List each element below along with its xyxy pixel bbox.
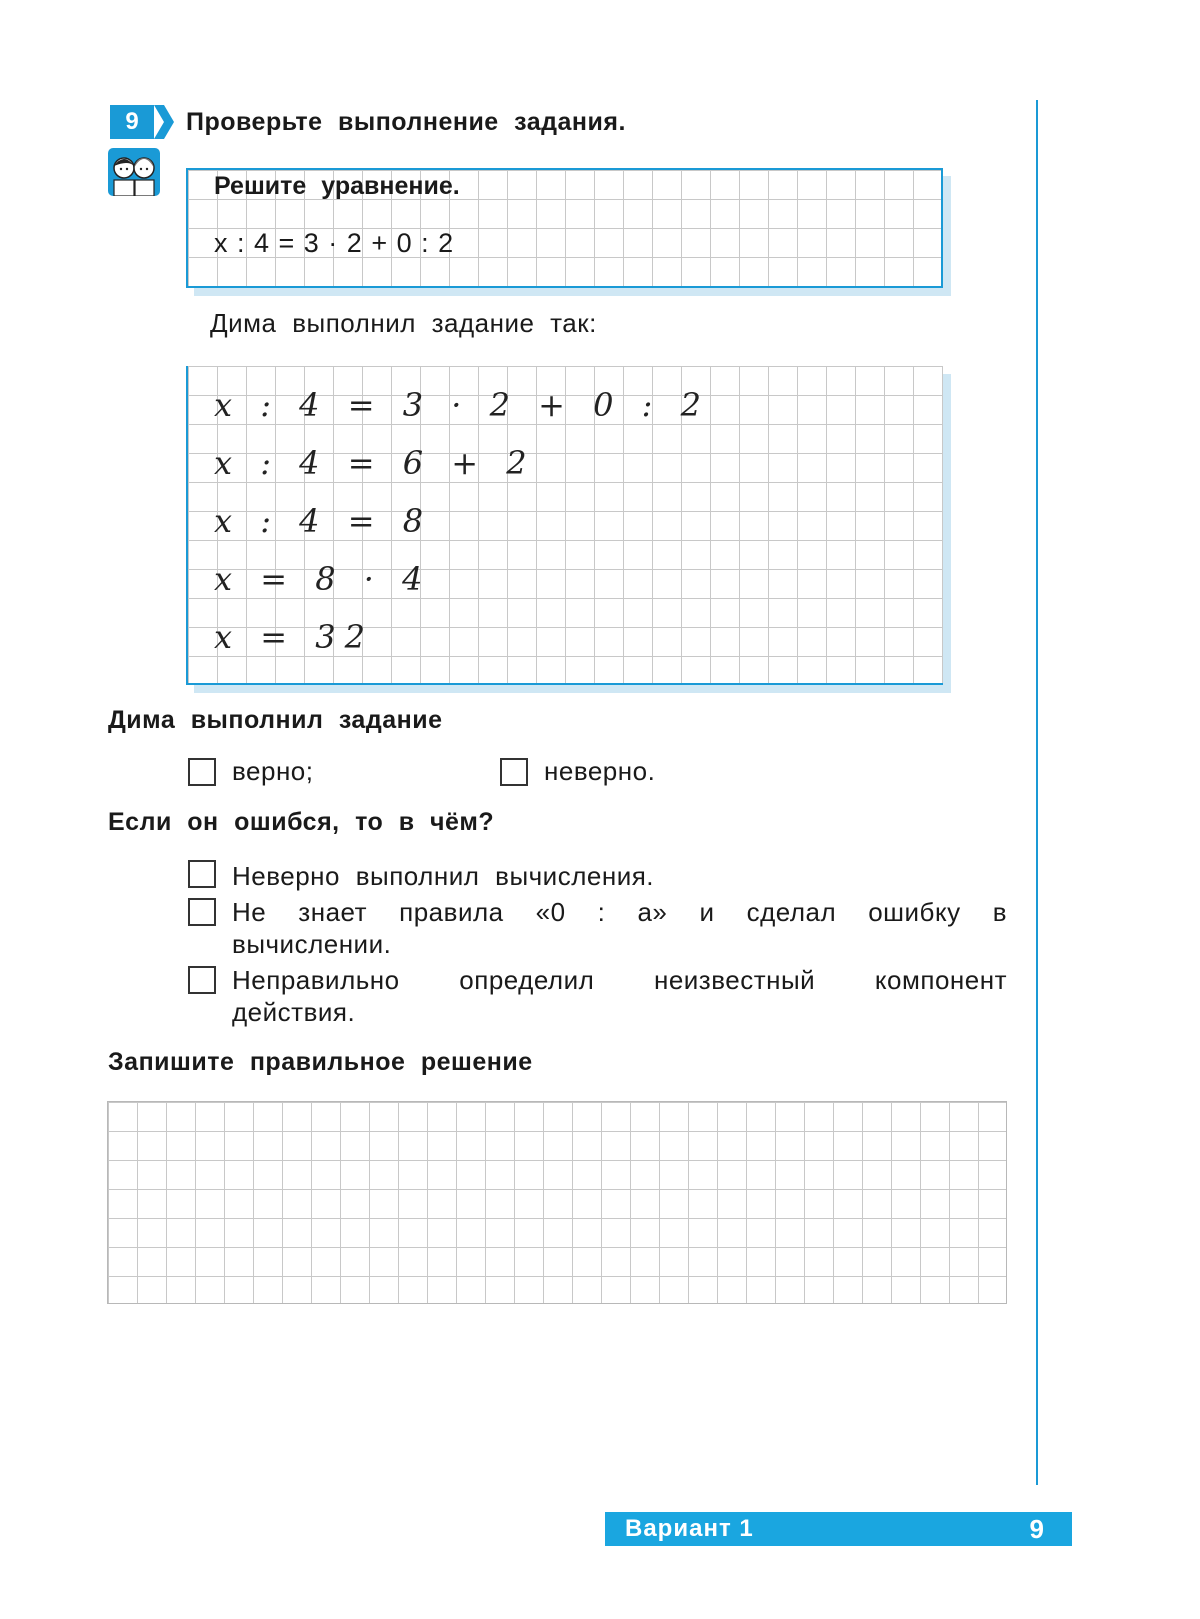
dima-step-4: x = 8 · 4 (214, 560, 432, 598)
task-box-title: Решите уравнение. (214, 172, 460, 200)
variant-label: Вариант 1 (625, 1515, 754, 1542)
chevron-right-icon (152, 105, 174, 139)
mistake-option-3-checkbox[interactable] (188, 966, 216, 994)
margin-line (1036, 100, 1038, 1485)
verdict-incorrect-label: неверно. (544, 756, 656, 786)
dima-step-3: x : 4 = 8 (214, 502, 433, 540)
page-footer (605, 1512, 1072, 1546)
dima-step-5: x = 32 (214, 618, 374, 656)
mistake-option-3-label: Неправильно определил неизвестный компонент действия. (232, 965, 1007, 1027)
dima-intro: Дима выполнил задание так: (210, 308, 597, 338)
mistake-prompt: Если он ошибся, то в чём? (108, 808, 495, 836)
mistake-option-2-label: Не знает правила «0 : а» и сделал ошибку в вычислении. (232, 897, 1007, 959)
pair-work-icon (108, 148, 160, 196)
task-number-badge (110, 105, 168, 139)
mistake-option-2-checkbox[interactable] (188, 898, 216, 926)
dima-step-1: x : 4 = 3 · 2 + 0 : 2 (214, 386, 710, 424)
task-equation: x : 4 = 3 · 2 + 0 : 2 (214, 228, 455, 258)
verdict-correct-label: верно; (232, 756, 314, 786)
dima-step-2: x : 4 = 6 + 2 (214, 444, 536, 482)
mistake-option-1-checkbox[interactable] (188, 860, 216, 888)
task-number: 9 (110, 105, 154, 139)
verdict-correct-checkbox[interactable] (188, 758, 216, 786)
solution-prompt: Запишите правильное решение (108, 1048, 533, 1076)
solution-answer-grid[interactable] (107, 1101, 1007, 1304)
verdict-prompt: Дима выполнил задание (108, 706, 443, 734)
verdict-incorrect-checkbox[interactable] (500, 758, 528, 786)
mistake-option-1-label: Неверно выполнил вычисления. (232, 861, 655, 891)
task-heading: Проверьте выполнение задания. (186, 108, 626, 136)
page-number: 9 (1029, 1514, 1044, 1544)
